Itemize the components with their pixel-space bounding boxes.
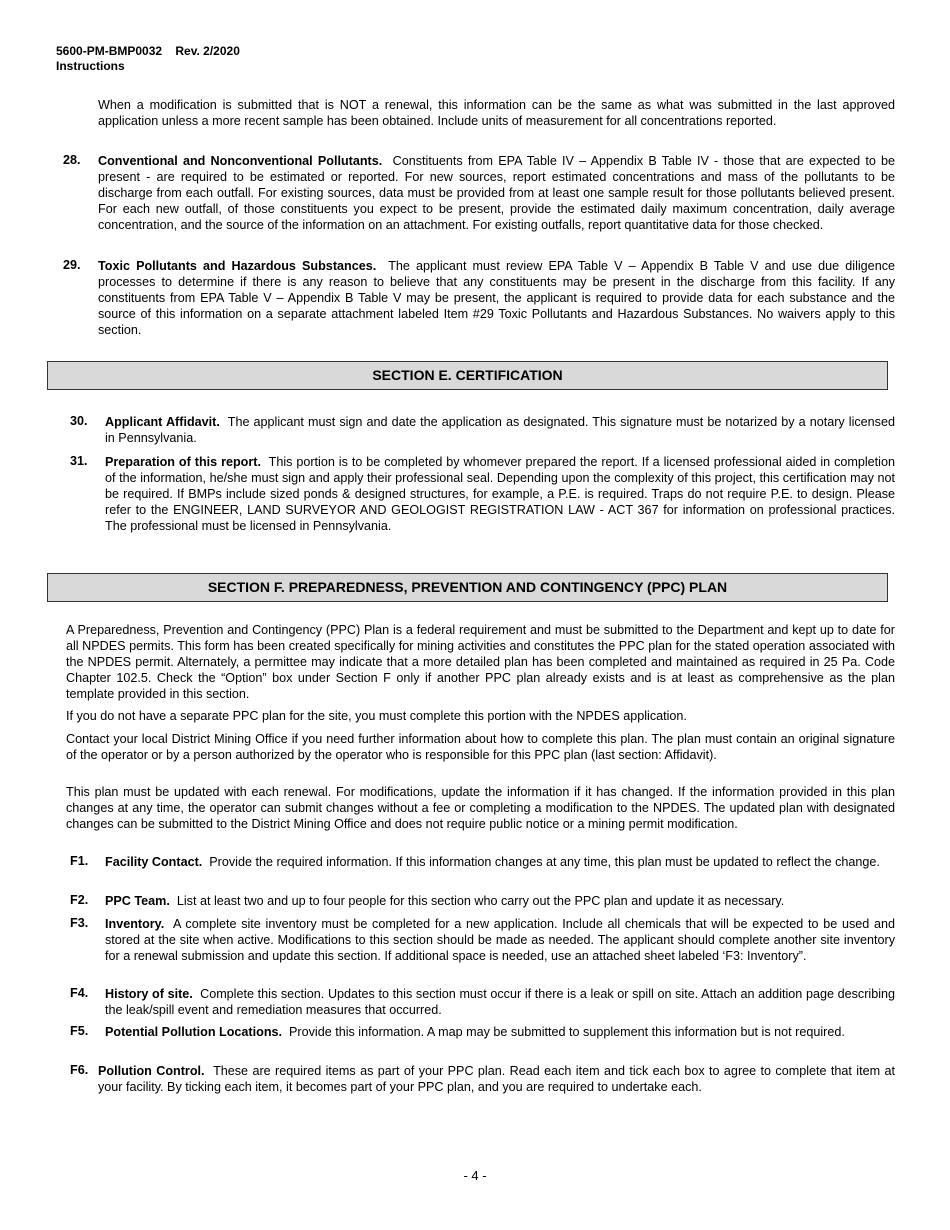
- f-paragraph: If you do not have a separate PPC plan for the site, you must complete this portion with the NPDES application.: [66, 709, 687, 723]
- item-title: Conventional and Nonconventional Pollutants.: [98, 154, 383, 168]
- item-number: 30.: [70, 414, 88, 428]
- page-number: - 4 -: [463, 1168, 487, 1183]
- item-f1: [105, 854, 895, 870]
- item-number: F4.: [70, 986, 89, 1000]
- item-f3: [105, 916, 895, 964]
- section-e-heading: SECTION E. CERTIFICATION: [47, 361, 888, 390]
- item-text: These are required items as part of your PPC plan. Read each item and tick each box to agree to complete that item at your facility. By ticking each item, it becomes part of your PPC plan, and you are required to undertake each.: [98, 1064, 895, 1094]
- item-f4: [105, 986, 895, 1018]
- form-id: 5600-PM-BMP0032 Rev. 2/2020: [56, 44, 240, 58]
- item-title: Applicant Affidavit.: [105, 415, 220, 429]
- item-number: F3.: [70, 916, 89, 930]
- page-header: [56, 44, 240, 74]
- f-paragraph: Contact your local District Mining Office if you need further information about how to complete this plan. The plan must contain an original signature of the operator or by a person authorized by the operator who is responsible for this PPC plan (last section: Affidavit).: [66, 732, 895, 762]
- item-number: 31.: [70, 454, 88, 468]
- item-number: 28.: [63, 153, 81, 167]
- item-text: Complete this section. Updates to this section must occur if there is a leak or spill on site. Attach an addition page describing the leak/spill event and remediation measures that occurred.: [105, 987, 896, 1017]
- item-title: Toxic Pollutants and Hazardous Substances.: [98, 259, 377, 273]
- item-text: Constituents from EPA Table IV – Appendix B Table IV - those that are expected to be present - are required to be estimated or reported. For new sources, report estimated concentrations and mass of the pollutants to be discharge from each outfall. For existing sources, data must be provided from at least one sample result for those pollutants believed present. For each new outfall, of those constituents you expect to be present, provide the estimated daily maximum concentration, daily average concentration, and the source of the information on an attachment. For existing outfalls, report quantitative data for those checked.: [98, 154, 896, 232]
- item-title: Potential Pollution Locations.: [105, 1025, 283, 1039]
- item-text: This portion is to be completed by whomever prepared the report. If a licensed professional aided in completion of the information, he/she must sign and apply their professional seal. Depending upon the complexity of this project, this certification may not be required. If BMPs include sized ponds & designed structures, for example, a P.E. is required. Traps do not require P.E. to design. Please refer to the ENGINEER, LAND SURVEYOR AND GEOLOGIST REGISTRATION LAW - ACT 367 for information on professional practices. The professional must be licensed in Pennsylvania.: [105, 455, 895, 533]
- item-title: PPC Team.: [105, 894, 170, 908]
- item-31: [105, 454, 895, 534]
- item-title: Preparation of this report.: [105, 455, 261, 469]
- item-text: Provide the required information. If this information changes at any time, this plan must be updated to reflect the change.: [209, 855, 880, 869]
- item-title: Facility Contact.: [105, 855, 203, 869]
- item-title: Inventory.: [105, 917, 165, 931]
- item-f2: [105, 893, 895, 909]
- item-text: Provide this information. A map may be submitted to supplement this information but is not required.: [289, 1025, 845, 1039]
- item-number: 29.: [63, 258, 81, 272]
- item-number: F5.: [70, 1024, 89, 1038]
- section-f-heading: SECTION F. PREPAREDNESS, PREVENTION AND CONTINGENCY (PPC) PLAN: [47, 573, 888, 602]
- item-number: F2.: [70, 893, 89, 907]
- item-title: History of site.: [105, 987, 193, 1001]
- item-text: List at least two and up to four people for this section who carry out the PPC plan and update it as necessary.: [176, 894, 785, 908]
- item-text: The applicant must review EPA Table V – Appendix B Table V and use due diligence processes to determine if there is any reason to believe that any constituents may be present in the discharge from this facility. If any constituents from EPA Table V – Appendix B Table V may be present, the applicant is required to provide data for each substance and the source of this information on a separate attachment labeled Item #29 Toxic Pollutants and Hazardous Substances. No waivers apply to this section.: [98, 259, 895, 337]
- item-f6: [98, 1063, 895, 1095]
- item-number: F6.: [70, 1063, 89, 1077]
- item-28: [98, 153, 895, 233]
- header-subtitle: Instructions: [56, 59, 125, 73]
- item-29: [98, 258, 895, 338]
- item-title: Pollution Control.: [98, 1064, 205, 1078]
- item-number: F1.: [70, 854, 89, 868]
- f-paragraph: A Preparedness, Prevention and Contingency (PPC) Plan is a federal requirement and must be submitted to the Department and kept up to date for all NPDES permits. This form has been created specifically for mining activities and constitutes the PPC plan for the stated operation associated with the NPDES permit. Alternately, a permittee may indicate that a more detailed plan has been completed and maintained as required in 25 Pa. Code Chapter 102.5. Check the “Option” box under Section F only if another PPC plan already exists and is at least as comprehensive as the plan template provided in this section.: [66, 623, 895, 701]
- item-f5: [105, 1024, 895, 1040]
- item-text: The applicant must sign and date the application as designated. This signature must be notarized by a notary licensed in Pennsylvania.: [105, 415, 895, 445]
- item-30: [105, 414, 895, 446]
- f-paragraph: This plan must be updated with each renewal. For modifications, update the information if it has changed. If the information provided in this plan changes at any time, the operator can submit changes without a fee or completing a modification to the NPDES. The updated plan with designated changes can be submitted to the District Mining Office and does not require public notice or a mining permit modification.: [66, 785, 895, 831]
- item-text: A complete site inventory must be completed for a new application. Include all chemicals that will be expected to be used and stored at the site when active. Modifications to this section should be made as needed. The applicant should complete another site inventory for a renewal submission and update this section. If additional space is needed, use an attached sheet labeled ‘F3: Inventory”.: [105, 917, 895, 963]
- intro-paragraph: When a modification is submitted that is NOT a renewal, this information can be the same as what was submitted in the last approved application unless a more recent sample has been obtained. Include units of measurement for all concentrations reported.: [98, 98, 895, 128]
